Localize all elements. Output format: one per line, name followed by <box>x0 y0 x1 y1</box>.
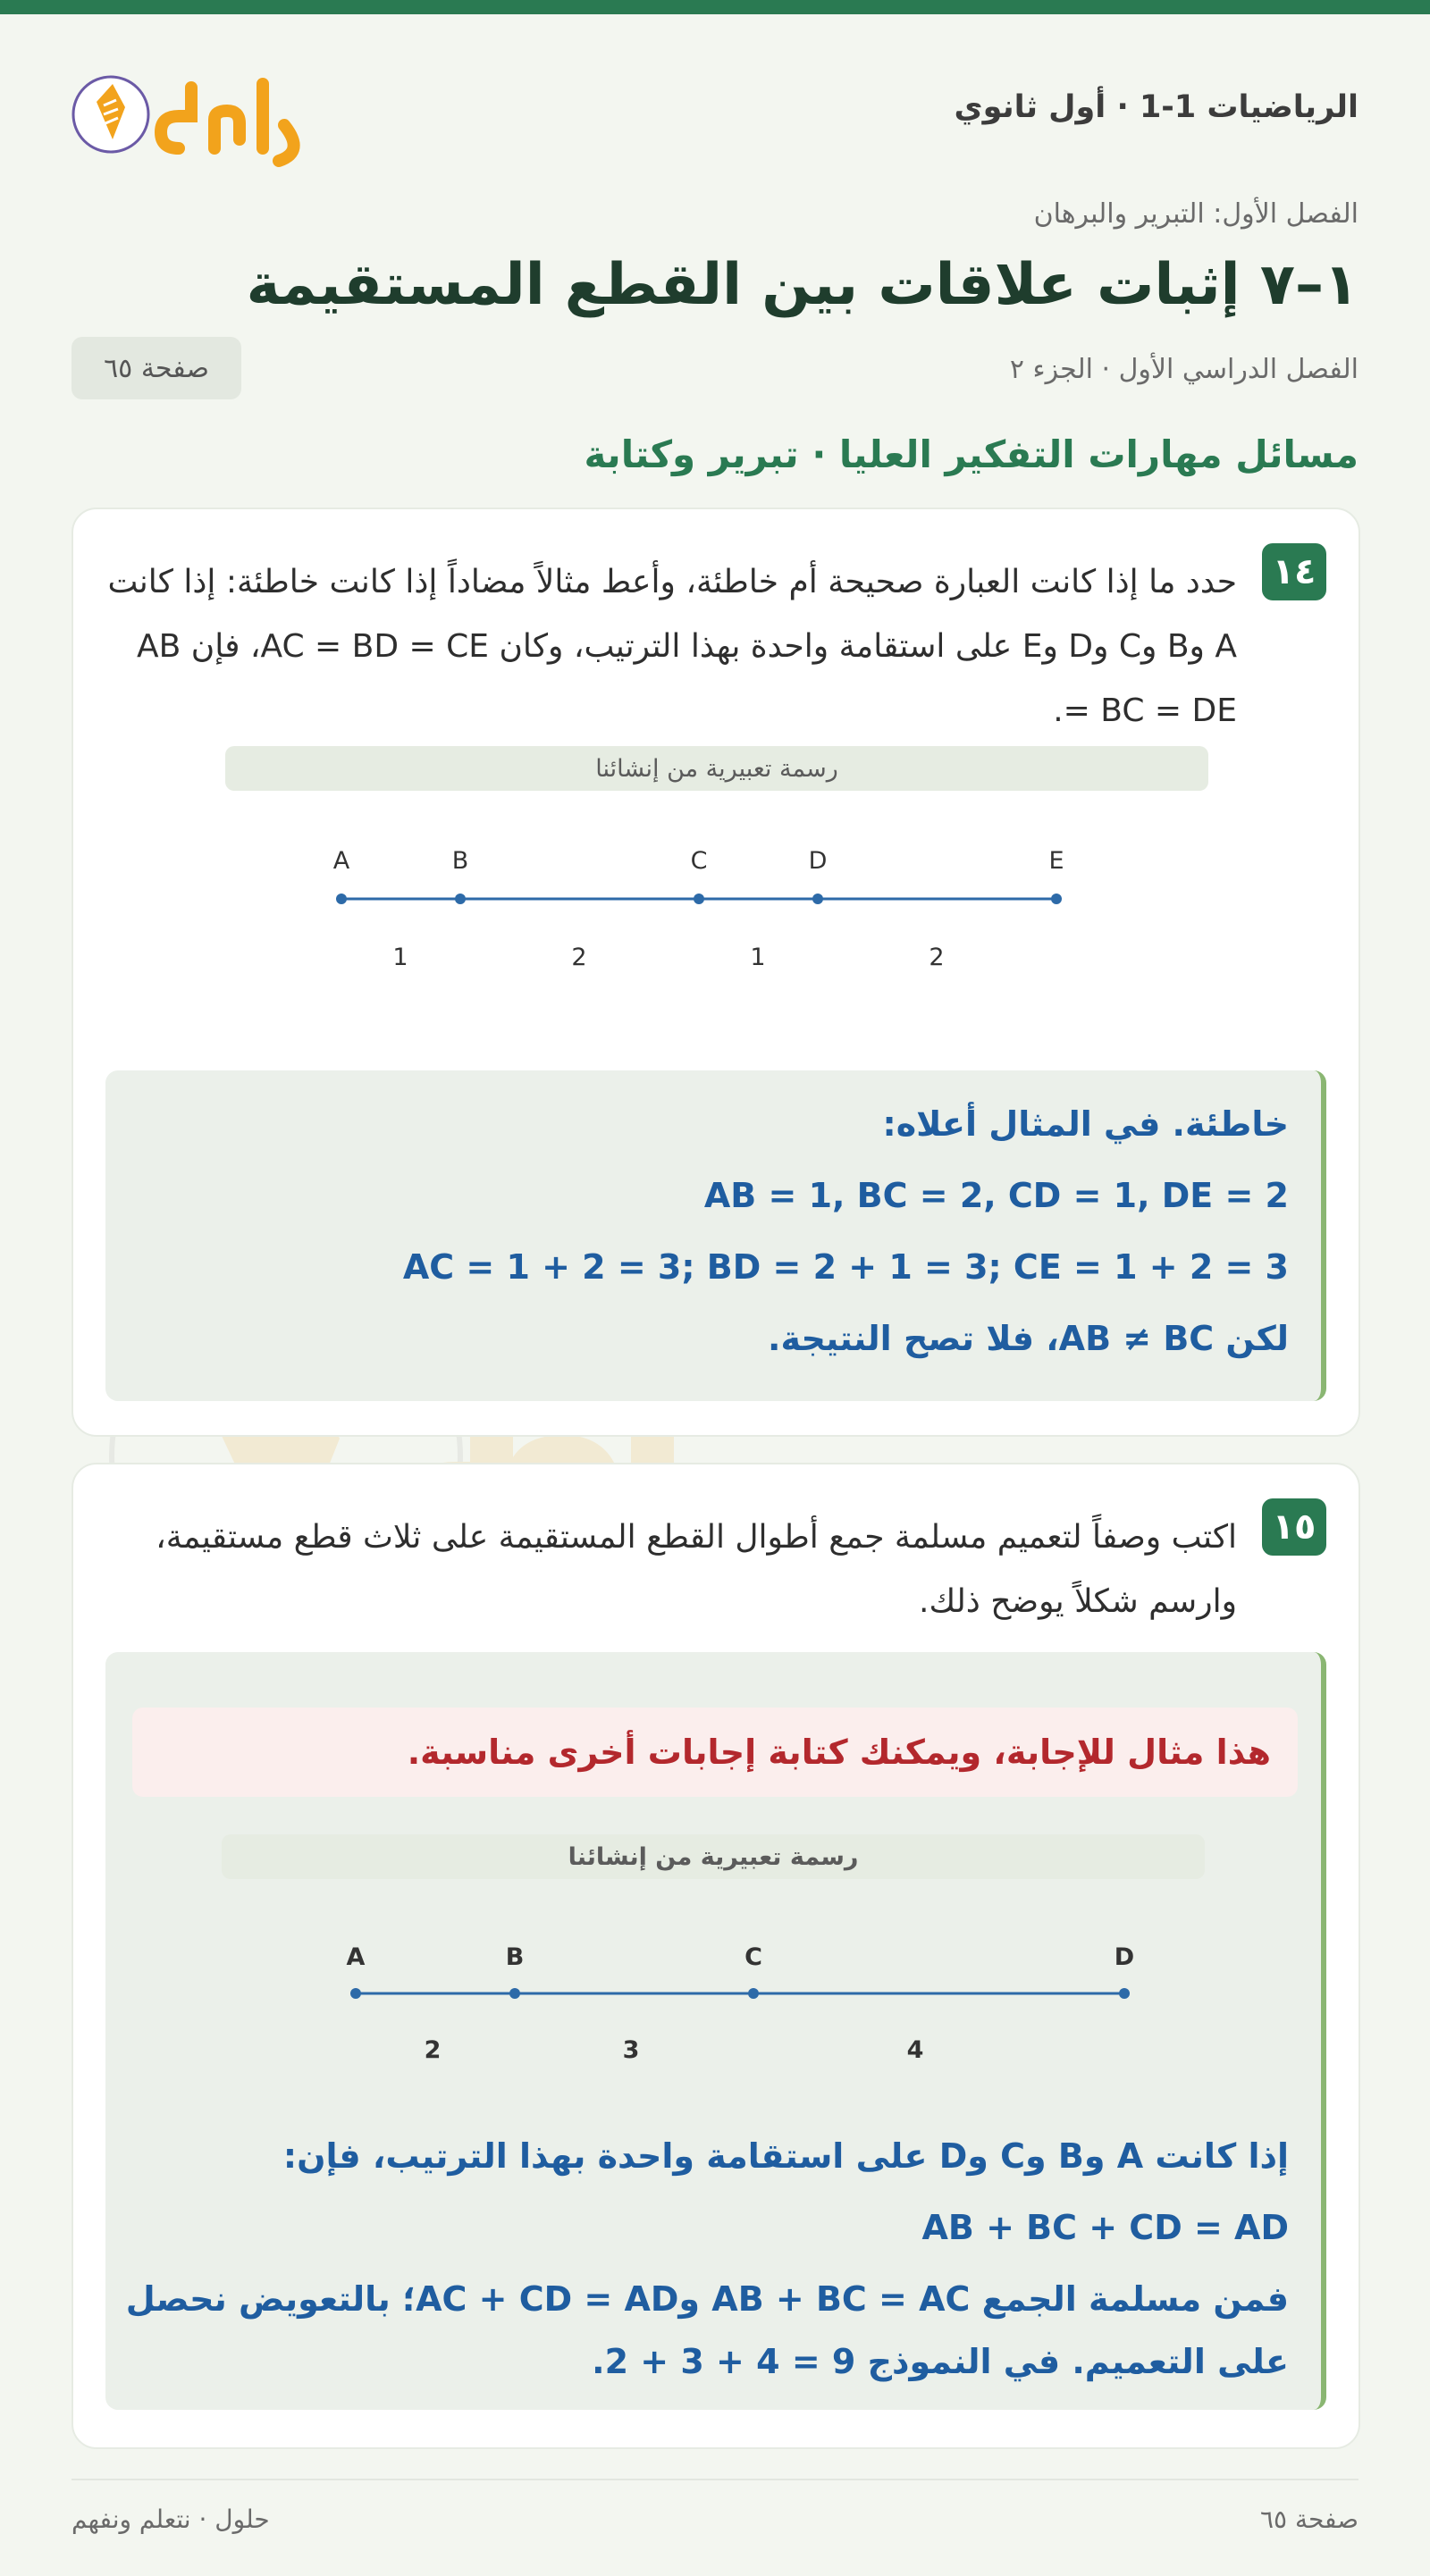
page-number-badge: صفحة ٦٥ <box>72 337 241 399</box>
point-a <box>350 1988 361 1999</box>
answer-box-15 <box>105 1652 1326 2410</box>
answer-box-14 <box>105 1070 1326 1401</box>
length-cd: 1 <box>750 944 766 971</box>
length-ab: 1 <box>392 944 408 971</box>
label-b: B <box>451 847 469 875</box>
label-a: A <box>346 1943 366 1971</box>
length-cd: 4 <box>906 2036 924 2064</box>
length-de: 2 <box>929 944 945 971</box>
point-c <box>748 1988 759 1999</box>
answer-line: على التعميم. في النموذج 9 = 4 + 3 + 2. <box>592 2342 1289 2381</box>
answer-line: إذا كانت A وB وC وD على استقامة واحدة بهذا الترتيب، فإن: <box>282 2136 1289 2176</box>
length-bc: 2 <box>571 944 587 971</box>
label-d: D <box>1114 1943 1135 1971</box>
page-title: ١–٧ إثبات علاقات بين القطع المستقيمة <box>246 252 1358 318</box>
label-c: C <box>690 847 708 875</box>
top-accent-bar <box>0 0 1430 14</box>
answer-line: خاطئة. في المثال أعلاه: <box>882 1104 1289 1144</box>
footer-brand: حلول · نتعلم ونفهم <box>72 2505 270 2534</box>
length-bc: 3 <box>622 2036 640 2064</box>
point-d <box>812 894 823 904</box>
label-a: A <box>332 847 350 875</box>
segment-figure-14 <box>297 822 1155 974</box>
hulul-logo[interactable] <box>72 63 340 170</box>
question-card-14 <box>72 508 1360 1437</box>
footer-divider <box>72 2479 1358 2480</box>
label-e: E <box>1048 847 1064 875</box>
footer-page-number: صفحة ٦٥ <box>1259 2505 1358 2534</box>
figure-caption: رسمة تعبيرية من إنشائنا <box>222 1834 1205 1879</box>
chapter-label: الفصل الأول: التبرير والبرهان <box>1033 198 1358 230</box>
point-d <box>1119 1988 1130 1999</box>
page-header <box>72 63 1358 170</box>
question-text: اكتب وصفاً لتعميم مسلمة جمع أطوال القطع المستقيمة على ثلاث قطع مستقيمة، وارسم شكلاً يوضح ذلك. <box>156 1519 1237 1620</box>
answer-line: فمن مسلمة الجمع AB + BC = AC وAC + CD = AD؛ بالتعويض نحصل <box>125 2279 1289 2319</box>
segment-figure-15 <box>320 1934 1196 2068</box>
example-note: هذا مثال للإجابة، ويمكنك كتابة إجابات أخرى مناسبة. <box>132 1708 1298 1797</box>
answer-line: AB = 1, BC = 2, CD = 1, DE = 2 <box>703 1176 1289 1215</box>
point-b <box>509 1988 520 1999</box>
point-b <box>455 894 466 904</box>
section-title: مسائل مهارات التفكير العليا · تبرير وكتابة <box>584 432 1358 476</box>
semester-label: الفصل الدراسي الأول · الجزء ٢ <box>1009 354 1358 385</box>
question-card-15 <box>72 1463 1360 2449</box>
label-d: D <box>808 847 828 875</box>
label-c: C <box>744 1943 762 1971</box>
answer-line: AC = 1 + 2 = 3; BD = 2 + 1 = 3; CE = 1 + 2 = 3 <box>402 1247 1289 1287</box>
figure-caption: رسمة تعبيرية من إنشائنا <box>225 746 1208 791</box>
answer-line: AB + BC + CD = AD <box>921 2208 1289 2247</box>
question-number: ١٥ <box>1262 1498 1326 1556</box>
point-e <box>1051 894 1062 904</box>
label-b: B <box>505 1943 525 1971</box>
length-ab: 2 <box>424 2036 442 2064</box>
answer-line: لكن AB ≠ BC، فلا تصح النتيجة. <box>768 1319 1289 1358</box>
course-title: الرياضيات 1-1 · أول ثانوي <box>954 89 1358 125</box>
question-text: حدد ما إذا كانت العبارة صحيحة أم خاطئة، وأعط مثالاً مضاداً إذا كانت خاطئة: إذا كانت A وB وC وD وE على استقامة واحدة بهذا الترتيب، وكان AC = BD = CE، فإن AB = BC = DE. <box>107 564 1237 729</box>
point-c <box>694 894 704 904</box>
question-number: ١٤ <box>1262 543 1326 600</box>
point-a <box>336 894 347 904</box>
